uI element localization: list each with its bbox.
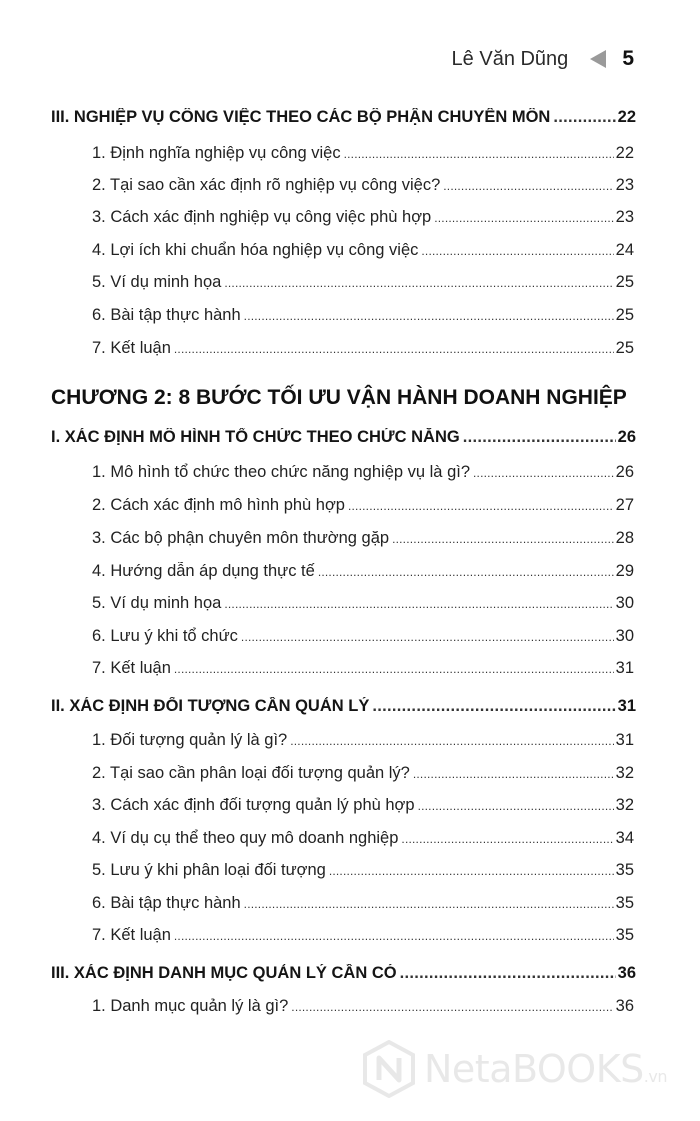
toc-page-number: 26 — [615, 463, 634, 481]
dot-leader — [400, 964, 616, 983]
toc-entry — [92, 144, 634, 163]
dot-leader — [421, 244, 613, 258]
toc-page-number: 32 — [615, 796, 634, 814]
toc-entry-title: 7. Kết luận — [92, 926, 171, 944]
toc-entry — [92, 594, 634, 613]
toc-page-number: 35 — [615, 894, 634, 912]
toc-entry-title: 1. Danh mục quản lý là gì? — [92, 997, 289, 1015]
toc-page-number: 24 — [615, 241, 634, 259]
toc-entry — [92, 208, 634, 227]
toc-entry-title: 2. Tại sao cần xác định rõ nghiệp vụ công việc? — [92, 176, 441, 194]
toc-section-title: III. XÁC ĐỊNH DANH MỤC QUẢN LÝ CẦN CÓ — [51, 964, 397, 982]
toc-page-number: 31 — [617, 697, 636, 715]
watermark-text — [424, 1047, 667, 1091]
dot-leader — [244, 897, 614, 911]
dot-leader — [463, 428, 616, 447]
toc-page-number: 29 — [615, 562, 634, 580]
dot-leader — [174, 342, 614, 356]
dot-leader — [329, 864, 614, 878]
toc-entry — [92, 176, 634, 195]
toc-entry — [92, 273, 634, 292]
toc-page-number: 23 — [615, 176, 634, 194]
toc-entry — [92, 997, 634, 1016]
toc-entry-title: 5. Lưu ý khi phân loại đối tượng — [92, 861, 326, 879]
toc-section-heading — [51, 964, 636, 983]
toc-entry — [92, 829, 634, 848]
dot-leader — [401, 832, 613, 846]
toc-entry-title: 3. Cách xác định nghiệp vụ công việc phù hợp — [92, 208, 432, 226]
toc-entry — [92, 306, 634, 325]
toc-page-number: 26 — [617, 428, 636, 446]
toc-entry-title: 5. Ví dụ minh họa — [92, 273, 222, 291]
running-header — [452, 44, 634, 74]
dot-leader — [224, 276, 613, 290]
toc-entry-title: 4. Hướng dẫn áp dụng thực tế — [92, 562, 315, 580]
toc-entry-title: 7. Kết luận — [92, 339, 171, 357]
toc-entry — [92, 894, 634, 913]
netabooks-logo-icon — [362, 1040, 416, 1098]
dot-leader — [413, 767, 614, 781]
chapter-title: CHƯƠNG 2: 8 BƯỚC TỐI ƯU VẬN HÀNH DOANH NGHIỆP — [51, 386, 627, 409]
dot-leader — [392, 532, 614, 546]
toc-entry-title: 7. Kết luận — [92, 659, 171, 677]
toc-entry — [92, 861, 634, 880]
toc-page-number: 31 — [615, 659, 634, 677]
dot-leader — [224, 597, 613, 611]
dot-leader — [473, 466, 614, 480]
toc-page-number: 31 — [615, 731, 634, 749]
toc-entry-title: 2. Cách xác định mô hình phù hợp — [92, 496, 345, 514]
toc-entry-title: 6. Bài tập thực hành — [92, 894, 241, 912]
dot-leader — [290, 734, 613, 748]
dot-leader — [291, 1000, 613, 1014]
toc-section-title: III. NGHIỆP VỤ CÔNG VIỆC THEO CÁC BỘ PHẬN CHUYÊN MÔN — [51, 108, 551, 126]
toc-page-number: 36 — [615, 997, 634, 1015]
toc-page-number: 34 — [615, 829, 634, 847]
toc-entry — [92, 562, 634, 581]
toc-entry-title: 6. Lưu ý khi tổ chức — [92, 627, 238, 645]
toc-entry-title: 1. Đối tượng quản lý là gì? — [92, 731, 288, 749]
toc-entry-title: 4. Lợi ích khi chuẩn hóa nghiệp vụ công việc — [92, 241, 419, 259]
toc-entry — [92, 764, 634, 783]
toc-section-title: II. XÁC ĐỊNH ĐỐI TƯỢNG CẦN QUẢN LÝ — [51, 697, 370, 715]
toc-section-title: I. XÁC ĐỊNH MÔ HÌNH TỔ CHỨC THEO CHỨC NĂNG — [51, 428, 460, 446]
toc-entry — [92, 529, 634, 548]
dot-leader — [553, 108, 615, 127]
author-name: Lê Văn Dũng — [451, 47, 569, 70]
toc-entry — [92, 463, 634, 482]
toc-entry-title: 3. Các bộ phận chuyên môn thường gặp — [92, 529, 390, 547]
dot-leader — [174, 929, 614, 943]
watermark-suffix: .vn — [643, 1067, 667, 1086]
toc-page-number: 35 — [615, 861, 634, 879]
dot-leader — [318, 565, 614, 579]
toc-entry — [92, 731, 634, 750]
toc-entry-title: 5. Ví dụ minh họa — [92, 594, 222, 612]
toc-page-number: 36 — [617, 964, 636, 982]
toc-entry — [92, 796, 634, 815]
toc-page-number: 32 — [615, 764, 634, 782]
toc-page-number: 35 — [615, 926, 634, 944]
toc-entry-title: 1. Mô hình tổ chức theo chức năng nghiệp vụ là gì? — [92, 463, 471, 481]
toc-entry-title: 4. Ví dụ cụ thể theo quy mô doanh nghiệp — [92, 829, 399, 847]
toc-entry-title: 6. Bài tập thực hành — [92, 306, 241, 324]
toc-entry — [92, 496, 634, 515]
page-number: 5 — [622, 47, 634, 70]
dot-leader — [244, 309, 614, 323]
dot-leader — [434, 211, 613, 225]
watermark — [362, 1040, 667, 1098]
toc-page-number: 28 — [615, 529, 634, 547]
dot-leader — [443, 179, 613, 193]
toc-entry-title: 3. Cách xác định đối tượng quản lý phù hợp — [92, 796, 415, 814]
toc-entry-title: 2. Tại sao cần phân loại đối tượng quản lý? — [92, 764, 410, 782]
dot-leader — [348, 499, 614, 513]
toc-entry — [92, 926, 634, 945]
toc-entry-title: 1. Định nghĩa nghiệp vụ công việc — [92, 144, 341, 162]
dot-leader — [174, 662, 614, 676]
toc-section-heading — [51, 108, 636, 127]
toc-page-number: 25 — [615, 339, 634, 357]
toc-entry — [92, 241, 634, 260]
toc-page-number: 22 — [615, 144, 634, 162]
toc-page-number: 25 — [615, 273, 634, 291]
dot-leader — [241, 630, 614, 644]
toc-page-number: 25 — [615, 306, 634, 324]
watermark-brand: NetaBOOKS — [424, 1047, 644, 1091]
toc-entry — [92, 627, 634, 646]
dot-leader — [372, 697, 615, 716]
toc-page-number: 27 — [615, 496, 634, 514]
toc-section-heading — [51, 428, 636, 447]
triangle-left-icon — [590, 50, 606, 68]
toc-page-number: 30 — [615, 594, 634, 612]
toc-entry — [92, 659, 634, 678]
toc-page-number: 30 — [615, 627, 634, 645]
dot-leader — [418, 799, 614, 813]
toc-page-number: 23 — [615, 208, 634, 226]
toc-page-number: 22 — [617, 108, 636, 126]
dot-leader — [344, 147, 614, 161]
toc-section-heading — [51, 697, 636, 716]
toc-entry — [92, 339, 634, 358]
